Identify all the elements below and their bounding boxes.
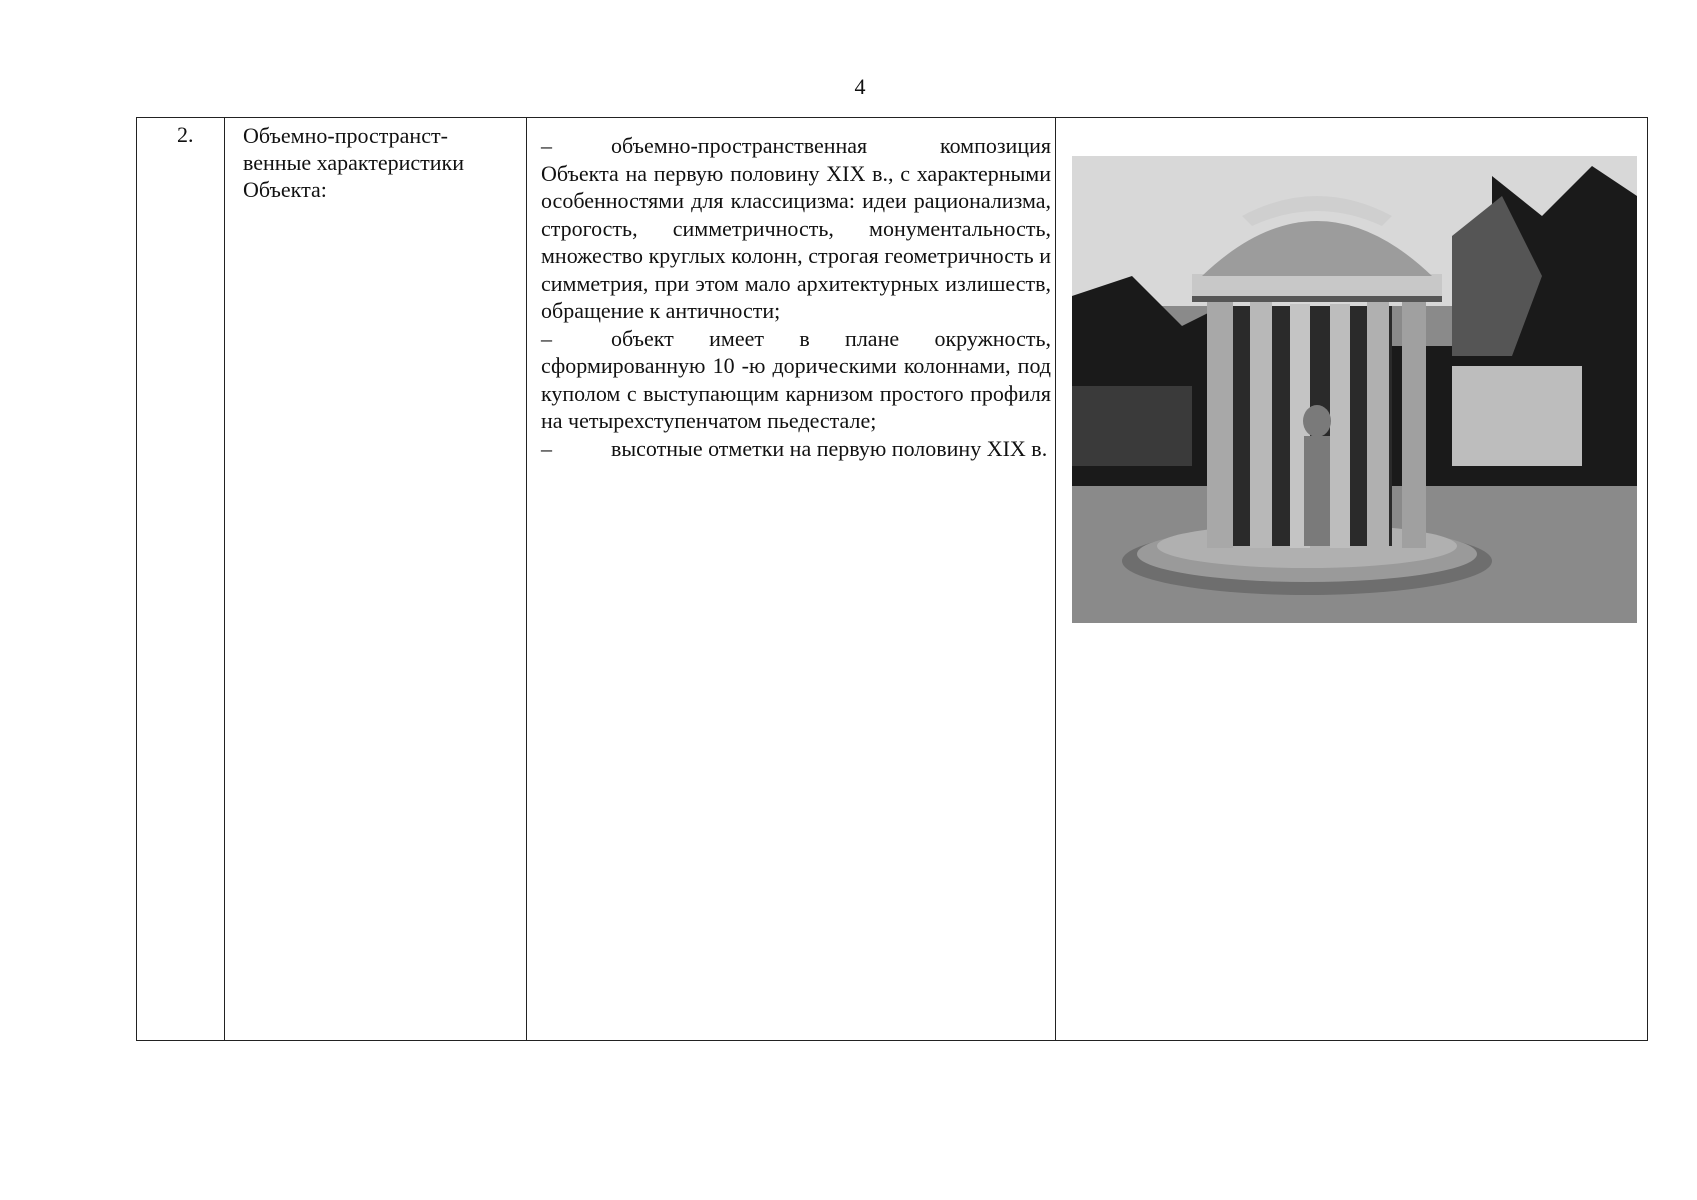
page-number: 4 (854, 74, 866, 99)
dash-marker: – (541, 133, 552, 158)
row-description (541, 132, 1051, 462)
row-name (243, 122, 533, 203)
dash-marker: – (541, 325, 552, 351)
row-name-line: венные характеристики (243, 150, 465, 175)
characteristics-table (136, 117, 1648, 1041)
dash-marker: – (541, 435, 552, 461)
description-item (541, 325, 1051, 435)
row-name-line: Объемно-пространст- (243, 123, 448, 148)
description-item (541, 132, 1051, 325)
description-item (541, 435, 1051, 463)
column-divider (224, 118, 225, 1040)
description-text: высотные отметки на первую половину XIX в. (611, 435, 1048, 461)
description-text: объемно-пространственная композиция Объекта на первую половину XIX в., с характерными особенностями для классицизма: идеи рационализма, строгость, симметричность, монументальность, множество круглых колонн, строгая геометричность и симметрия, при этом мало архитектурных излишеств, обращение к античности; (541, 133, 1051, 323)
row-number: 2. (177, 122, 194, 147)
description-text: объект имеет в плане окружность, сформированную 10 -ю дорическими колоннами, под куполом с выступающим карнизом простого профиля на четырехступенчатом пьедестале; (541, 325, 1051, 433)
rotunda-photo (1072, 156, 1637, 623)
column-divider (1055, 118, 1056, 1040)
row-name-line: Объекта: (243, 177, 327, 202)
column-divider (526, 118, 527, 1040)
